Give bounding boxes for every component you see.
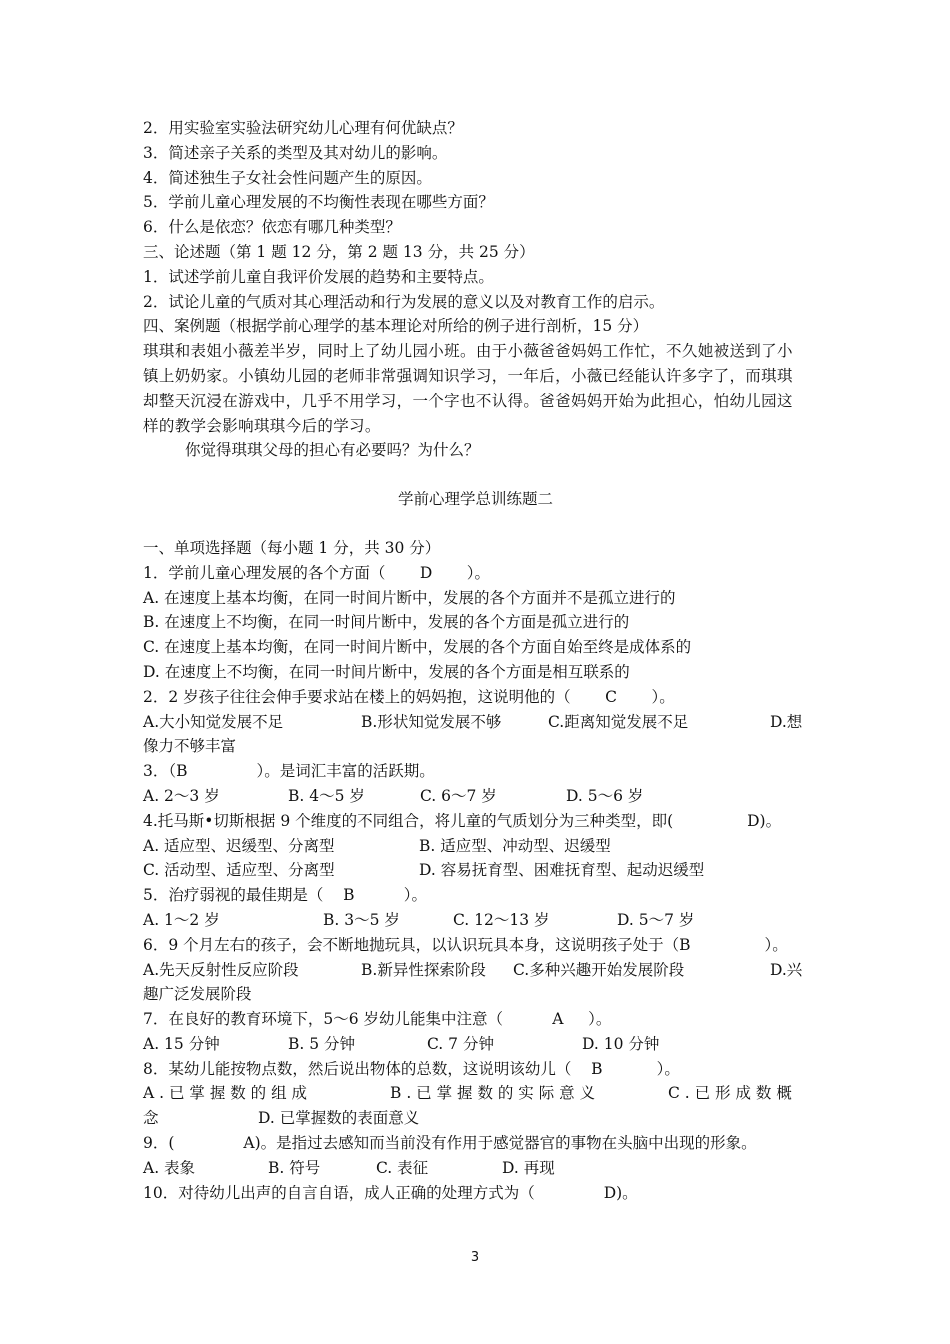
q9-option-a: A. 表象 bbox=[143, 1158, 196, 1177]
q2-option-c: C.距离知觉发展不足 bbox=[548, 712, 689, 731]
q7-option-d: D. 10 分钟 bbox=[582, 1034, 660, 1053]
section-3-header: 三、论述题（第 1 题 12 分，第 2 题 13 分，共 25 分） bbox=[143, 242, 535, 261]
q5-option-d: D. 5～7 岁 bbox=[617, 910, 695, 929]
section-1-header: 一、单项选择题（每小题 1 分，共 30 分） bbox=[143, 538, 441, 557]
page-number: 3 bbox=[470, 1250, 480, 1265]
question-2-lab-method: 2．用实验室实验法研究幼儿心理有何优缺点？ bbox=[143, 119, 463, 137]
q9-option-d: D. 再现 bbox=[502, 1158, 555, 1177]
q8-option-a: A . 已 掌 握 数 的 组 成 bbox=[143, 1084, 308, 1103]
q5-options bbox=[143, 908, 808, 933]
q3-option-b: B. 4～5 岁 bbox=[288, 786, 365, 805]
q2-stem: 2．2 岁孩子往往会伸手要求站在楼上的妈妈抱，这说明他的（ C ）。 bbox=[143, 687, 675, 706]
q8-continuation bbox=[143, 1106, 808, 1131]
q7-options bbox=[143, 1032, 808, 1057]
q6-continuation: 趣广泛发展阶段 bbox=[143, 985, 252, 1004]
q7-stem: 7．在良好的教育环境下，5～6 岁幼儿能集中注意（ A ）。 bbox=[143, 1010, 612, 1029]
q8-option-d: D. 已掌握数的表面意义 bbox=[258, 1109, 420, 1128]
q9-option-c: C. 表征 bbox=[376, 1158, 429, 1177]
q9-options bbox=[143, 1156, 808, 1181]
q4-option-a: A. 适应型、迟缓型、分离型 bbox=[143, 836, 335, 855]
essay-question-1: 1．试述学前儿童自我评价发展的趋势和主要特点。 bbox=[143, 267, 494, 286]
q6-options bbox=[143, 958, 808, 983]
q8-option-c: C . 已 形 成 数 概 bbox=[668, 1084, 792, 1103]
q8-option-b: B . 已 掌 握 数 的 实 际 意 义 bbox=[390, 1084, 596, 1103]
q4-option-c: C. 活动型、适应型、分离型 bbox=[143, 861, 335, 880]
case-question: 你觉得琪琪父母的担心有必要吗？为什么？ bbox=[185, 441, 480, 460]
q8-stem: 8．某幼儿能按物点数，然后说出物体的总数，这说明该幼儿（ B ）。 bbox=[143, 1059, 680, 1078]
q2-option-d: D.想 bbox=[770, 712, 803, 731]
case-paragraph: 琪琪和表姐小薇差半岁，同时上了幼儿园小班。由于小薇爸爸妈妈工作忙，不久她被送到了小镇上奶奶家。小镇幼儿园的老师非常强调知识学习，一年后，小薇已经能认许多字了，而琪琪却整天沉浸在游戏中，几乎不用学习，一个字也不认得。爸爸妈妈开始为此担心，怕幼儿园这样的教学会影响琪琪今后的学习。 bbox=[143, 342, 793, 435]
q7-option-a: A. 15 分钟 bbox=[143, 1034, 220, 1053]
section-title: 学前心理学总训练题二 bbox=[397, 490, 553, 509]
essay-question-2: 2．试论儿童的气质对其心理活动和行为发展的意义以及对教育工作的启示。 bbox=[143, 292, 665, 311]
question-6-attachment: 6．什么是依恋？依恋有哪几种类型？ bbox=[143, 218, 401, 237]
q4-option-d: D. 容易抚育型、困难抚育型、起动迟缓型 bbox=[419, 861, 705, 880]
section-4-header: 四、案例题（根据学前心理学的基本理论对所给的例子进行剖析，15 分） bbox=[143, 317, 649, 336]
question-3-parent-child: 3．简述亲子关系的类型及其对幼儿的影响。 bbox=[143, 143, 448, 162]
q3-options bbox=[143, 784, 808, 809]
q3-option-c: C. 6～7 岁 bbox=[420, 786, 497, 805]
q5-option-a: A. 1～2 岁 bbox=[143, 910, 220, 929]
q2-options bbox=[143, 710, 808, 735]
q1-option-b: B. 在速度上不均衡，在同一时间片断中，发展的各个方面是孤立进行的 bbox=[143, 613, 630, 632]
q1-stem: 1．学前儿童心理发展的各个方面（ D ）。 bbox=[143, 563, 491, 582]
q4-stem: 4.托马斯•切斯根据 9 个维度的不同组合，将儿童的气质划分为三种类型，即( D)。 bbox=[143, 811, 782, 830]
q7-option-b: B. 5 分钟 bbox=[288, 1034, 356, 1053]
q6-stem: 6．9 个月左右的孩子，会不断地抛玩具，以认识玩具本身，这说明孩子处于（B ）。 bbox=[143, 935, 788, 954]
q10-stem: 10．对待幼儿出声的自言自语，成人正确的处理方式为（ D)。 bbox=[143, 1183, 638, 1202]
q6-option-d: D.兴 bbox=[770, 960, 803, 979]
q1-option-d: D. 在速度上不均衡，在同一时间片断中，发展的各个方面是相互联系的 bbox=[143, 662, 630, 681]
q8-option-c-cont: 念 bbox=[143, 1109, 159, 1128]
q8-options bbox=[143, 1081, 808, 1106]
q9-option-b: B. 符号 bbox=[268, 1158, 321, 1177]
question-4-only-child: 4．简述独生子女社会性问题产生的原因。 bbox=[143, 168, 432, 187]
q3-option-a: A. 2～3 岁 bbox=[143, 786, 220, 805]
q1-option-c: C. 在速度上基本均衡，在同一时间片断中，发展的各个方面自始至终是成体系的 bbox=[143, 638, 692, 657]
q5-option-c: C. 12～13 岁 bbox=[453, 910, 550, 929]
q2-option-b: B.形状知觉发展不够 bbox=[361, 712, 502, 731]
q6-option-a: A.先天反射性反应阶段 bbox=[143, 960, 299, 979]
q7-option-c: C. 7 分钟 bbox=[427, 1034, 494, 1053]
q4-option-b: B. 适应型、冲动型、迟缓型 bbox=[419, 836, 611, 855]
q9-stem: 9．( A)。是指过去感知而当前没有作用于感觉器官的事物在头脑中出现的形象。 bbox=[143, 1134, 757, 1153]
q4-options-row-2 bbox=[143, 858, 808, 883]
q5-option-b: B. 3～5 岁 bbox=[323, 910, 400, 929]
page-content bbox=[143, 116, 808, 1205]
q2-continuation: 像力不够丰富 bbox=[143, 737, 237, 756]
q1-option-a: A. 在速度上基本均衡，在同一时间片断中，发展的各个方面并不是孤立进行的 bbox=[143, 588, 676, 607]
question-5-imbalance: 5．学前儿童心理发展的不均衡性表现在哪些方面？ bbox=[143, 193, 494, 212]
q6-option-c: C.多种兴趣开始发展阶段 bbox=[513, 960, 685, 979]
q2-option-a: A.大小知觉发展不足 bbox=[143, 712, 284, 731]
q4-options-row-1 bbox=[143, 834, 808, 859]
q3-option-d: D. 5～6 岁 bbox=[566, 786, 644, 805]
q6-option-b: B.新异性探索阶段 bbox=[361, 960, 486, 979]
q5-stem: 5．治疗弱视的最佳期是（ B ）。 bbox=[143, 886, 427, 905]
q3-stem: 3．（B ）。是词汇丰富的活跃期。 bbox=[143, 762, 435, 781]
